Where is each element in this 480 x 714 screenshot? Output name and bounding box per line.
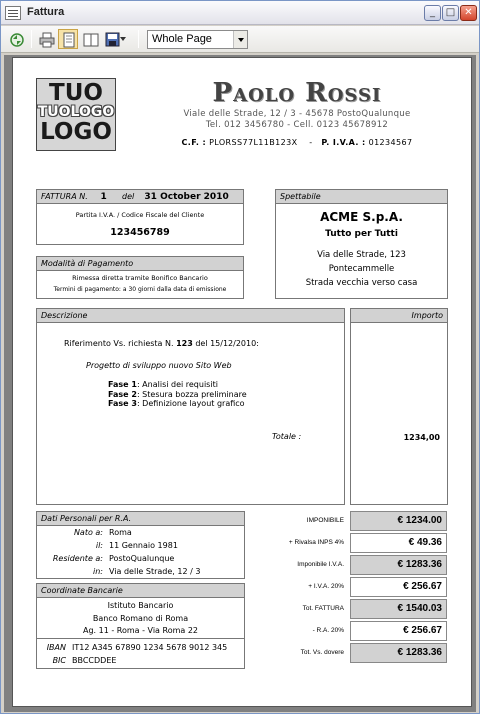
company-name: Paolo Rossi [212, 78, 382, 108]
street-value: Via delle Strade, 12 / 3 [109, 567, 201, 576]
personal-data-box [36, 511, 245, 579]
total-label-row: + Rivalsa INPS 4% [288, 539, 344, 546]
ref-number: 123 [176, 339, 193, 348]
total-label-row: Tot. Vs. dovere [300, 649, 344, 656]
title-bar[interactable] [1, 1, 479, 25]
save-button[interactable] [102, 29, 130, 49]
bank-branch: Ag. 11 - Roma - Via Roma 22 [82, 626, 199, 635]
total-value-row: € 1283.36 [350, 643, 447, 663]
residence-row [52, 554, 175, 563]
recipient-city: Pontecammelle [328, 264, 395, 274]
bic-label: BIC [52, 656, 66, 665]
invoice-label: FATTURA N. [41, 192, 88, 201]
street-label: in: [93, 567, 103, 576]
company-fiscal: C.F. : PLORSS77L11B123X - P. I.V.A. : 01234567 [181, 138, 413, 147]
print-button[interactable] [36, 29, 56, 49]
invoice-page [12, 57, 472, 707]
chevron-down-icon[interactable] [233, 31, 247, 48]
piva-value: 01234567 [368, 138, 413, 147]
printer-icon [39, 32, 55, 48]
recipient-name: ACME S.p.A. [320, 210, 403, 224]
total-value-row: € 256.67 [350, 577, 447, 597]
cf-label: C.F. : [181, 138, 207, 147]
window-title: Fattura [27, 6, 65, 18]
phase-item [108, 390, 247, 400]
ref-suffix: del 15/12/2010: [195, 339, 259, 348]
recipient-tagline: Tutto per Tutti [325, 229, 398, 239]
bic-value: BBCCDDEE [72, 656, 117, 665]
birthdate-label: il: [95, 541, 103, 550]
invoice-box [36, 189, 244, 245]
cf-value: PLORSS77L11B123X [209, 138, 298, 147]
single-page-icon [61, 32, 77, 48]
single-page-button[interactable] [58, 29, 78, 49]
save-icon [105, 32, 129, 48]
amount-header: Importo [351, 309, 447, 323]
company-address: Viale delle Strade, 12 / 3 - 45678 PostoQualunque [183, 109, 411, 119]
birthdate-row [95, 541, 178, 550]
payment-method: Rimessa diretta tramite Bonifico Bancario [72, 274, 208, 282]
total-value-row: € 1283.36 [350, 555, 447, 575]
zoom-select[interactable] [147, 30, 248, 49]
total-value-row: € 1234.00 [350, 511, 447, 531]
phase-item [108, 399, 247, 409]
phase-label: Fase 3 [108, 399, 137, 408]
born-row [73, 528, 132, 537]
project-title: Progetto di sviluppo nuovo Sito Web [86, 361, 232, 370]
phase-label: Fase 1 [108, 380, 137, 389]
phase-item [108, 380, 247, 390]
refresh-icon [9, 32, 25, 48]
iban-label: IBAN [46, 643, 66, 652]
invoice-del-label: del [122, 192, 135, 201]
maximize-button[interactable]: □ [442, 5, 459, 21]
total-label-row: Imponibile I.V.A. [297, 561, 344, 568]
invoice-number: 1 [100, 192, 107, 202]
total-value-row: € 1540.03 [350, 599, 447, 619]
invoice-date: 31 October 2010 [144, 192, 229, 202]
minimize-button[interactable]: _ [424, 5, 441, 21]
total-value-row: € 256.67 [350, 621, 447, 641]
residence-label: Residente a: [52, 554, 103, 563]
description-header: Descrizione [37, 309, 344, 323]
recipient-box [275, 189, 448, 299]
company-logo [36, 78, 116, 151]
two-pages-icon [83, 32, 99, 48]
document-icon [5, 6, 21, 20]
total-label-row: Tot. FATTURA [302, 605, 344, 612]
recipient-extra: Strada vecchia verso casa [305, 278, 418, 288]
description-box [36, 308, 345, 505]
street-row [93, 567, 201, 576]
recipient-street: Via delle Strade, 123 [317, 250, 406, 260]
iban-value: IT12 A345 67890 1234 5678 9012 345 [72, 643, 228, 652]
toolbar-separator [31, 30, 32, 48]
toolbar [1, 26, 479, 53]
preview-area[interactable] [4, 55, 476, 712]
bank-institute: Istituto Bancario [107, 601, 174, 610]
bank-divider [37, 638, 244, 639]
invoice-header [37, 190, 243, 204]
logo-line-3: LOGO [40, 119, 112, 145]
phase-list [108, 380, 247, 409]
client-code: 123456789 [110, 227, 170, 238]
total-label: Totale : [272, 432, 302, 441]
reference-line [64, 339, 259, 348]
total-label-row: + I.V.A. 20% [308, 583, 344, 590]
close-button[interactable]: ✕ [460, 5, 477, 21]
born-value: Roma [109, 528, 132, 537]
total-label-row: - R.A. 20% [312, 627, 344, 634]
company-phones: Tel. 012 3456780 - Cell. 0123 45678912 [205, 120, 389, 130]
payment-box [36, 256, 244, 299]
residence-value: PostoQualunque [109, 554, 175, 563]
bic-row [52, 656, 117, 665]
phase-text: : Definizione layout grafico [136, 399, 245, 408]
total-value: 1234,00 [403, 433, 440, 442]
total-value-row: € 49.36 [350, 533, 447, 553]
personal-header: Dati Personali per R.A. [37, 512, 244, 526]
bank-name: Banco Romano di Roma [92, 614, 189, 623]
phase-text: : Stesura bozza preliminare [136, 389, 247, 399]
company-header [178, 78, 416, 147]
refresh-button[interactable] [6, 29, 26, 49]
ref-prefix: Riferimento Vs. richiesta N. [64, 339, 174, 348]
client-piva-label: Partita I.V.A. / Codice Fiscale del Cliente [75, 211, 205, 219]
bank-header: Coordinate Bancarie [37, 584, 244, 598]
total-label-row: IMPONIBILE [306, 517, 344, 524]
born-label: Nato a: [73, 528, 103, 537]
amount-box [350, 308, 448, 505]
iban-row [46, 643, 228, 652]
two-pages-button[interactable] [80, 29, 100, 49]
logo-line-1: TUO [49, 80, 103, 106]
birthdate-value: 11 Gennaio 1981 [109, 541, 178, 550]
logo-line-2: TUOLOGO [37, 104, 115, 120]
phase-label: Fase 2 [108, 389, 137, 399]
zoom-value: Whole Page [152, 33, 212, 45]
payment-terms: Termini di pagamento: a 30 giorni dalla data di emissione [53, 286, 227, 293]
piva-label: P. I.V.A. : [321, 138, 366, 147]
bank-box [36, 583, 245, 669]
toolbar-separator [138, 30, 139, 48]
recipient-header: Spettabile [276, 190, 447, 204]
payment-header: Modalità di Pagamento [37, 257, 243, 271]
phase-text: : Analisi dei requisiti [136, 380, 218, 389]
